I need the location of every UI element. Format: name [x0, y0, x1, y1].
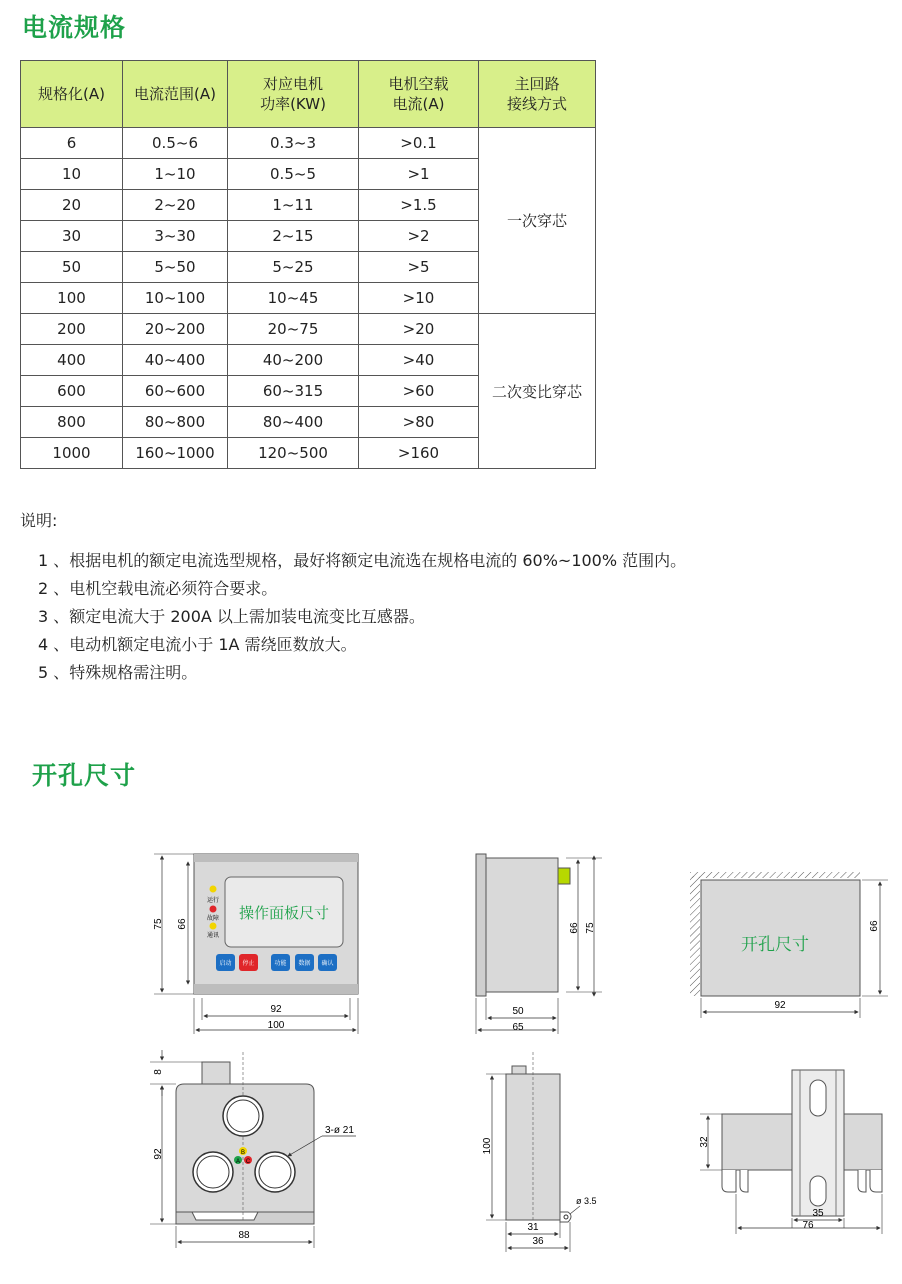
cell-spec: 50: [21, 252, 123, 283]
dim-cutout-width: 92: [774, 1000, 786, 1011]
cutout-label: 开孔尺寸: [741, 935, 809, 954]
dim-ct-side-width-inner: 31: [527, 1222, 539, 1233]
cell-range: 5~50: [123, 252, 228, 283]
cell-noload: >1: [359, 159, 479, 190]
side-body: [486, 858, 558, 992]
dim-ct-width: 88: [238, 1230, 250, 1241]
note-item: 1 、根据电机的额定电流选型规格，最好将额定电流选在规格电流的 60%~100% 范围内。: [38, 551, 687, 570]
cell-spec: 200: [21, 314, 123, 345]
cell-range: 0.5~6: [123, 128, 228, 159]
note-item: 3 、额定电流大于 200A 以上需加装电流变比互感器。: [38, 607, 425, 626]
cell-range: 3~30: [123, 221, 228, 252]
led-label-run: 运行: [206, 898, 220, 904]
cell-wiring-group2: 二次变比穿芯: [479, 314, 596, 469]
cell-wiring-group1: 一次穿芯: [479, 128, 596, 314]
cutout-hatch-left: [690, 876, 700, 996]
ct-hole-left: [193, 1152, 233, 1192]
header-power: 对应电机 功率(KW): [228, 61, 359, 128]
comm-led-icon: [210, 923, 217, 930]
cell-noload: >0.1: [359, 128, 479, 159]
table-row: [21, 128, 596, 159]
dim-rail-height: 32: [699, 1136, 710, 1148]
mount-hole-label: ø 3.5: [576, 1196, 597, 1206]
cell-power: 60~315: [228, 376, 359, 407]
cell-spec: 30: [21, 221, 123, 252]
ct-side-drawing: [482, 1052, 597, 1252]
confirm-button-label: 确认: [321, 961, 334, 967]
cell-noload: >5: [359, 252, 479, 283]
cell-noload: >40: [359, 345, 479, 376]
dim-side-height-outer: 75: [585, 922, 596, 934]
ct-hole-top: [223, 1096, 263, 1136]
header-range: 电流范围(A): [123, 61, 228, 128]
led-label-fault: 故障: [206, 916, 220, 922]
cell-range: 2~20: [123, 190, 228, 221]
dim-ct-side-width-outer: 36: [532, 1236, 544, 1247]
side-terminal: [558, 868, 570, 884]
cell-power: 1~11: [228, 190, 359, 221]
fault-led-icon: [210, 906, 217, 913]
dim-panel-height-outer: 75: [153, 918, 164, 930]
cell-power: 120~500: [228, 438, 359, 469]
rail-slot-bottom: [810, 1176, 826, 1206]
run-led-icon: [210, 886, 217, 893]
ct-hole-right: [255, 1152, 295, 1192]
cell-power: 5~25: [228, 252, 359, 283]
dimension-drawings: [0, 820, 902, 1280]
cell-range: 1~10: [123, 159, 228, 190]
dim-panel-width-outer: 100: [267, 1020, 285, 1031]
note-item: 4 、电动机额定电流小于 1A 需绕匝数放大。: [38, 635, 357, 654]
section-title-cutout: 开孔尺寸: [32, 761, 137, 790]
cell-noload: >160: [359, 438, 479, 469]
rail-slot-top: [810, 1080, 826, 1116]
phase-c-label: C: [245, 1159, 251, 1165]
cell-spec: 600: [21, 376, 123, 407]
phase-b-label: B: [240, 1150, 246, 1156]
rail-mount-drawing: [699, 1070, 882, 1234]
panel-side-drawing: [476, 854, 602, 1034]
cell-noload: >60: [359, 376, 479, 407]
panel-bottom-rail: [194, 984, 358, 994]
led-label-comm: 通讯: [206, 933, 220, 939]
dim-cutout-height: 66: [869, 920, 880, 932]
cell-spec: 100: [21, 283, 123, 314]
spec-table: [20, 60, 596, 469]
ct-top-terminal: [202, 1062, 230, 1084]
panel-front-drawing: [153, 854, 358, 1034]
dim-panel-width-inner: 92: [270, 1004, 282, 1015]
cell-range: 160~1000: [123, 438, 228, 469]
cell-spec: 6: [21, 128, 123, 159]
note-item: 5 、特殊规格需注明。: [38, 663, 198, 682]
cell-range: 20~200: [123, 314, 228, 345]
dim-side-width-inner: 50: [512, 1006, 524, 1017]
cell-range: 60~600: [123, 376, 228, 407]
function-button-label: 功能: [274, 961, 287, 967]
dim-side-width-outer: 65: [512, 1022, 524, 1033]
header-noload: 电机空载 电流(A): [359, 61, 479, 128]
cell-noload: >10: [359, 283, 479, 314]
start-button-label: 启动: [219, 961, 232, 967]
cell-spec: 800: [21, 407, 123, 438]
dim-side-height-inner: 66: [569, 922, 580, 934]
cell-spec: 400: [21, 345, 123, 376]
table-row: [21, 314, 596, 345]
cell-spec: 1000: [21, 438, 123, 469]
header-spec: 规格化(A): [21, 61, 123, 128]
phase-a-label: A: [235, 1159, 241, 1165]
note-item: 2 、电机空载电流必须符合要求。: [38, 579, 278, 598]
dim-ct-top: 8: [153, 1069, 164, 1075]
cell-spec: 20: [21, 190, 123, 221]
dim-rail-width-outer: 76: [802, 1220, 814, 1231]
dim-ct-side-height: 100: [482, 1137, 493, 1155]
dim-rail-width-inner: 35: [812, 1208, 824, 1219]
side-front-plate: [476, 854, 486, 996]
ct-base: [176, 1212, 314, 1224]
cell-power: 80~400: [228, 407, 359, 438]
cell-noload: >20: [359, 314, 479, 345]
dim-ct-height: 92: [153, 1148, 164, 1160]
cutout-drawing: [690, 872, 888, 1018]
screen-label: 操作面板尺寸: [238, 905, 330, 922]
ct-side-mount-tab: [560, 1212, 571, 1222]
cell-spec: 10: [21, 159, 123, 190]
dim-panel-height-inner: 66: [177, 918, 188, 930]
notes-title: 说明:: [20, 511, 58, 530]
cell-power: 0.5~5: [228, 159, 359, 190]
cell-range: 80~800: [123, 407, 228, 438]
cell-noload: >2: [359, 221, 479, 252]
notes-section: [20, 508, 686, 687]
cutout-hatch-top: [690, 872, 860, 878]
header-wiring: 主回路 接线方式: [479, 61, 596, 128]
data-button-label: 数据: [298, 961, 311, 967]
cell-power: 2~15: [228, 221, 359, 252]
cell-noload: >1.5: [359, 190, 479, 221]
cell-power: 40~200: [228, 345, 359, 376]
cell-range: 40~400: [123, 345, 228, 376]
section-title-current-spec: 电流规格: [22, 13, 127, 42]
hole-dimension-label: 3-ø 21: [325, 1125, 354, 1136]
panel-top-rail: [194, 854, 358, 862]
cell-range: 10~100: [123, 283, 228, 314]
cell-power: 10~45: [228, 283, 359, 314]
cell-power: 0.3~3: [228, 128, 359, 159]
cell-noload: >80: [359, 407, 479, 438]
cell-power: 20~75: [228, 314, 359, 345]
ct-front-drawing: [150, 1050, 356, 1248]
stop-button-label: 停止: [242, 961, 255, 967]
